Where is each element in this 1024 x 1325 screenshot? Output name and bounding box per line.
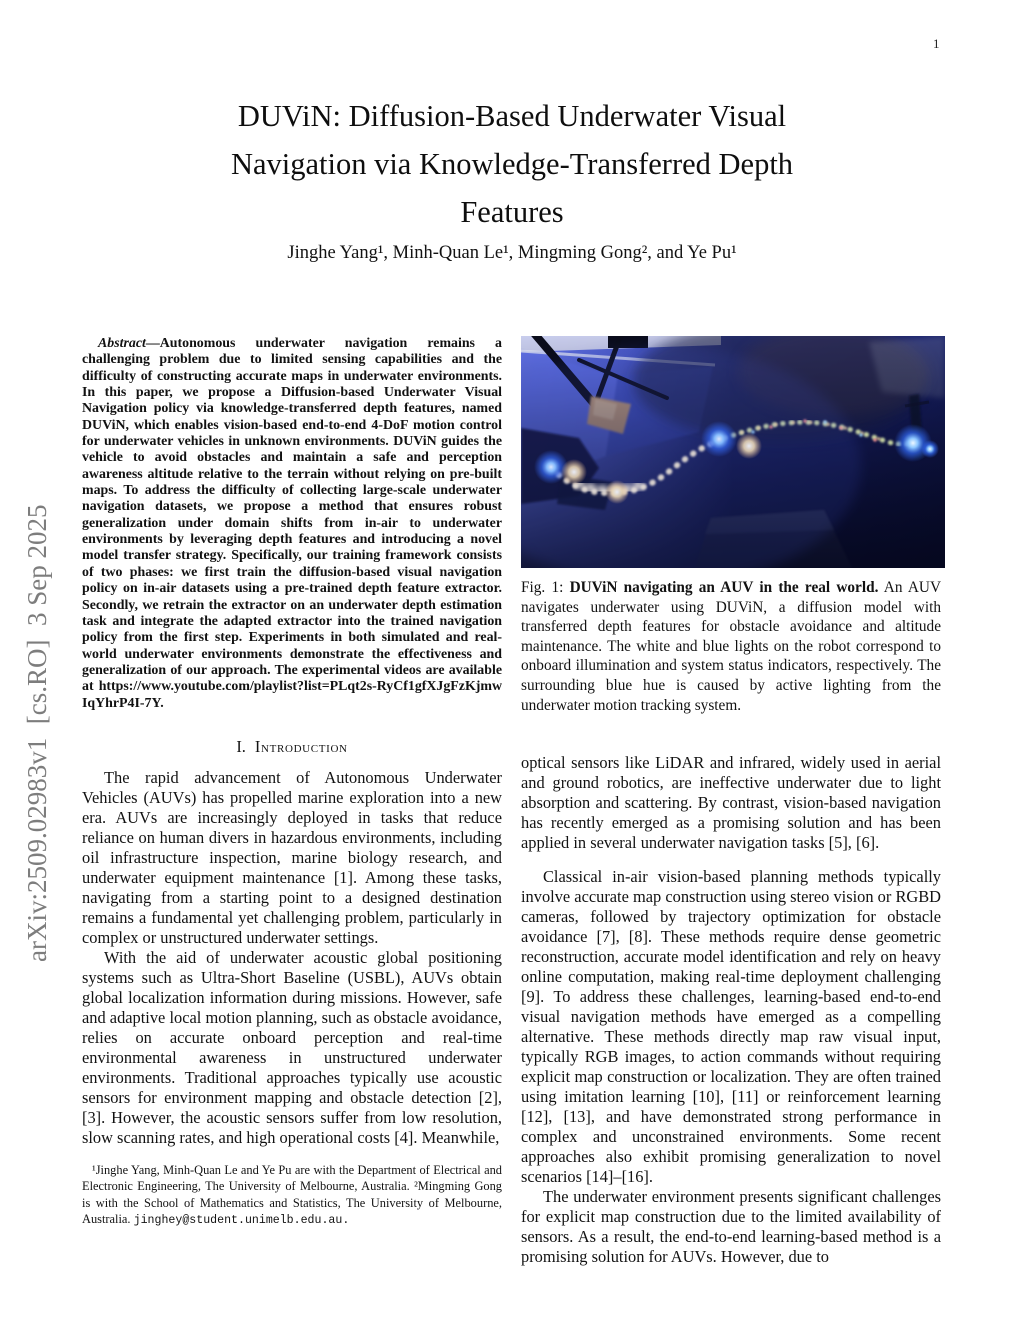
caption-label: Fig. 1:: [521, 579, 570, 596]
section-heading-introduction: [82, 737, 502, 757]
right-column: [521, 336, 941, 1267]
author-footnote: [82, 1162, 502, 1230]
right-paragraph-1: optical sensors like LiDAR and infrared, widely used in aerial and ground robotics, are ineffective underwater due to light absorption and scattering. By contrast, vision-based navigation has recently emerged as a promising solution and has been applied in several underwater navigation tasks [5], [6].: [521, 753, 941, 853]
title-line-2: Navigation via Knowledge-Transferred Depth: [230, 147, 794, 181]
caption-bold-title: DUViN navigating an AUV in the real world.: [569, 579, 879, 596]
abstract: [82, 336, 502, 712]
arxiv-banner: arXiv:2509.02983v1 [cs.RO] 3 Sep 2025: [22, 504, 52, 962]
abstract-text-end: .: [160, 695, 164, 711]
section-number: I.: [236, 736, 246, 756]
right-paragraph-3: The underwater environment presents significant challenges for explicit map construction due to the limited availability of sensors. As a result, the end-to-end learning-based method is a promising solution for AUVs. However, due to: [521, 1187, 941, 1267]
footnote-affiliation-1: ¹Jinghe Yang, Minh-Quan Le and Ye Pu are with the Department of Electrical and Electronic Engineering, The University of Melbourne, Australia.: [82, 1162, 502, 1194]
figure-1-photo: [521, 336, 945, 568]
abstract-text: —Autonomous underwater navigation remains a challenging problem due to limited sensing capabilities and the difficulty of constructing accurate maps in underwater environments. In this paper, we propose a Diffusion-based Underwater Visual Navigation policy via knowledge-transferred depth features, named DUViN, which enables vision-based end-to-end 4-DoF motion control for underwater vehicles in unknown environments. DUViN guides the vehicle to avoid obstacles and maintain a safe and perception awareness altitude relative to the terrain without relying on pre-built maps. To address the difficulty of collecting large-scale underwater navigation datasets, we propose a method that ensures robust generalization under domain shifts from in-air to underwater environments by leveraging depth features and introducing a novel model transfer strategy. Specifically, our training framework consists of two phases: we first train the diffusion-based visual navigation policy on in-air datasets using a pre-trained depth feature extractor. Secondly, we retrain the extractor on an underwater depth estimation task and integrate the adapted extractor into the trained navigation policy from the first step. Experiments in both simulated and real-world underwater environments demonstrate the effectiveness and generalization of our approach. The experimental videos are available at: [82, 336, 502, 695]
title-line-3: Features: [460, 195, 564, 229]
right-paragraph-2: Classical in-air vision-based planning methods typically involve accurate map construction using stereo vision or RGBD cameras, followed by trajectory optimization for obstacle avoidance [7], [8]. These methods require dense geometric reconstruction, accurate model identification and rely on heavy online computation, making real-time deployment challenging [9]. To address these challenges, learning-based end-to-end visual navigation methods have emerged as a compelling alternative. These methods directly map raw visual input, typically RGB images, to action commands without requiring explicit map construction or localization. They are often trained using imitation learning [10], [11] or reinforcement learning [12], [13], and have demonstrated strong performance in complex and unconstrained environments. Some recent approaches also exhibit promising generalization to novel scenarios [14]–[16].: [521, 867, 941, 1187]
section-title: Introduction: [254, 736, 348, 756]
blue-light-right-small: [921, 440, 939, 458]
abstract-label: Abstract: [98, 336, 146, 351]
paper-title: [102, 92, 922, 236]
page-number: 1: [933, 36, 940, 51]
author-line: Jinghe Yang¹, Minh-Quan Le¹, Mingming Gong², and Ye Pu¹: [287, 243, 737, 263]
footnote-affiliation-2: ²Mingming Gong is with the School of Mathematics and Statistics, The University of Melbourne, Australia.: [82, 1179, 502, 1227]
youtube-playlist-link[interactable]: https://www.youtube.com/playlist?list=PLqt2s-RyCf1gfXJgFzKjmwIqYhrP4I-7Y: [82, 679, 502, 711]
intro-paragraph-2: With the aid of underwater acoustic global positioning systems such as Ultra-Short Baseline (USBL), AUVs obtain global localization information during missions. However, safe and adaptive local motion planning, such as obstacle avoidance, relies on accurate onboard perception and real-time environmental awareness in unstructured underwater environments. Traditional approaches typically use acoustic sensors for environment mapping and obstacle detection [2], [3]. However, the acoustic sensors suffer from low resolution, slow scanning rates, and high operational costs [4]. Meanwhile,: [82, 947, 502, 1147]
figure-1-caption: [521, 578, 941, 715]
title-line-1: DUViN: Diffusion-Based Underwater Visual: [237, 99, 787, 133]
underwater-scene-graphic: [521, 336, 945, 568]
contact-email[interactable]: jinghey@student.unimelb.edu.au.: [133, 1214, 350, 1228]
intro-paragraph-1: The rapid advancement of Autonomous Underwater Vehicles (AUVs) has propelled marine exploration into a new era. AUVs are increasingly deployed in tasks that reduce reliance on human divers in hazardous environments, including oil infrastructure inspection, marine biology research, and underwater equipment maintenance [1]. Among these tasks, navigating from a starting point to a designed destination remains a fundamental yet challenging problem, particularly in complex or unstructured underwater settings.: [82, 767, 502, 947]
left-column: [82, 336, 502, 1230]
caption-body: An AUV navigates underwater using DUViN, a diffusion model with transferred depth features for obstacle avoidance and altitude maintenance. The white and blue lights on the robot correspond to onboard illumination and system status indicators, respectively. The surrounding blue hue is caused by active lighting from the underwater motion tracking system.: [521, 579, 942, 714]
